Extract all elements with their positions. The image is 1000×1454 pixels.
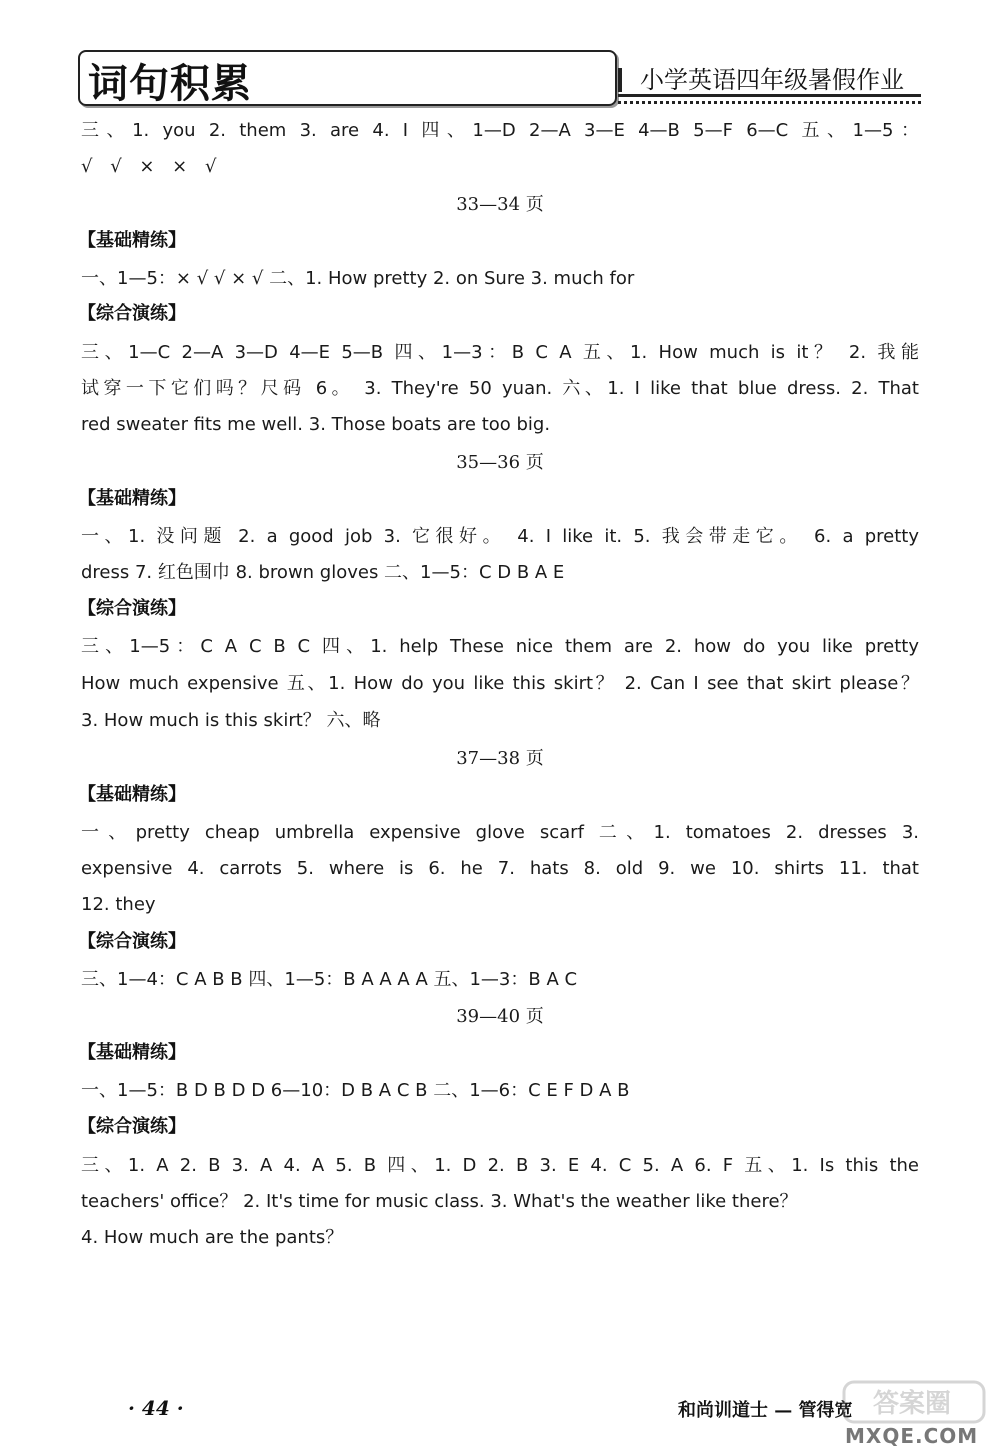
section-comprehensive-practice: 【综合演练】 — [78, 931, 186, 952]
section-basic-practice: 【基础精练】 — [78, 1042, 186, 1063]
header-dotted-rule — [618, 101, 921, 104]
section-comprehensive-practice: 【综合演练】 — [78, 303, 186, 324]
answer-line: √ √ × × √ — [81, 156, 223, 177]
page-number: · 44 · — [128, 1396, 184, 1420]
section-comprehensive-practice: 【综合演练】 — [78, 598, 186, 619]
header-rule — [618, 94, 921, 97]
page-title: 词句积累 — [88, 61, 252, 107]
answer-line: 4. How much are the pants？ — [81, 1227, 344, 1248]
answer-line: dress 7. 红色围巾 8. brown gloves 二、1—5：C D B A E — [81, 562, 565, 583]
page-range-heading: 39—40 页 — [456, 1006, 544, 1027]
watermark-logo-text: 答案圈 — [872, 1389, 952, 1419]
answer-line: 三、1. you 2. them 3. are 4. I 四、1—D 2—A 3—E 4—B 5—F 6—C 五、1—5： — [81, 120, 919, 141]
answer-line: 一、1—5：B D B D D 6—10：D B A C B 二、1—6：C E F D A B — [81, 1080, 630, 1101]
answer-line: 3. How much is this skirt？ 六、略 — [81, 710, 381, 731]
answer-line: 12. they — [81, 894, 156, 915]
section-basic-practice: 【基础精练】 — [78, 784, 186, 805]
answer-line: 三、1—5：C A C B C 四、1. help These nice them are 2. how do you like pretty — [81, 636, 919, 657]
answer-line: red sweater fits me well. 3. Those boats are too big. — [81, 414, 551, 435]
page-range-heading: 33—34 页 — [456, 194, 544, 215]
section-basic-practice: 【基础精练】 — [78, 230, 186, 251]
answer-line: expensive 4. carrots 5. where is 6. he 7. hats 8. old 9. we 10. shirts 11. that — [81, 858, 919, 879]
answer-line: 三、1—C 2—A 3—D 4—E 5—B 四、1—3：B C A 五、1. How much is it？ 2. 我能 — [81, 342, 919, 363]
section-basic-practice: 【基础精练】 — [78, 488, 186, 509]
watermark-url: MXQE.COM — [845, 1424, 979, 1448]
answer-line: 一、1. 没问题 2. a good job 3. 它很好。 4. I like it. 5. 我会带走它。 6. a pretty — [81, 526, 919, 547]
answer-line: 一、pretty cheap umbrella expensive glove scarf 二、1. tomatoes 2. dresses 3. — [81, 822, 919, 843]
page-range-heading: 37—38 页 — [456, 748, 544, 769]
book-subtitle: 小学英语四年级暑假作业 — [640, 66, 904, 94]
answer-line: 试穿一下它们吗？尺码 6。 3. They're 50 yuan. 六、1. I like that blue dress. 2. That — [81, 378, 919, 399]
section-comprehensive-practice: 【综合演练】 — [78, 1116, 186, 1137]
answer-line: 三、1. A 2. B 3. A 4. A 5. B 四、1. D 2. B 3. E 4. C 5. A 6. F 五、1. Is this the — [81, 1155, 919, 1176]
header-divider — [618, 68, 622, 92]
answer-line: teachers' office？ 2. It's time for music class. 3. What's the weather like there？ — [81, 1191, 798, 1212]
answer-line: 三、1—4：C A B B 四、1—5：B A A A A 五、1—3：B A C — [81, 969, 578, 990]
footer-proverb: 和尚训道士 — 管得宽 — [678, 1400, 853, 1421]
answer-line: How much expensive 五、1. How do you like this skirt？ 2. Can I see that skirt please？ — [81, 673, 919, 694]
answer-line: 一、1—5：× √ √ × √ 二、1. How pretty 2. on Sure 3. much for — [81, 268, 635, 289]
page-range-heading: 35—36 页 — [456, 452, 544, 473]
